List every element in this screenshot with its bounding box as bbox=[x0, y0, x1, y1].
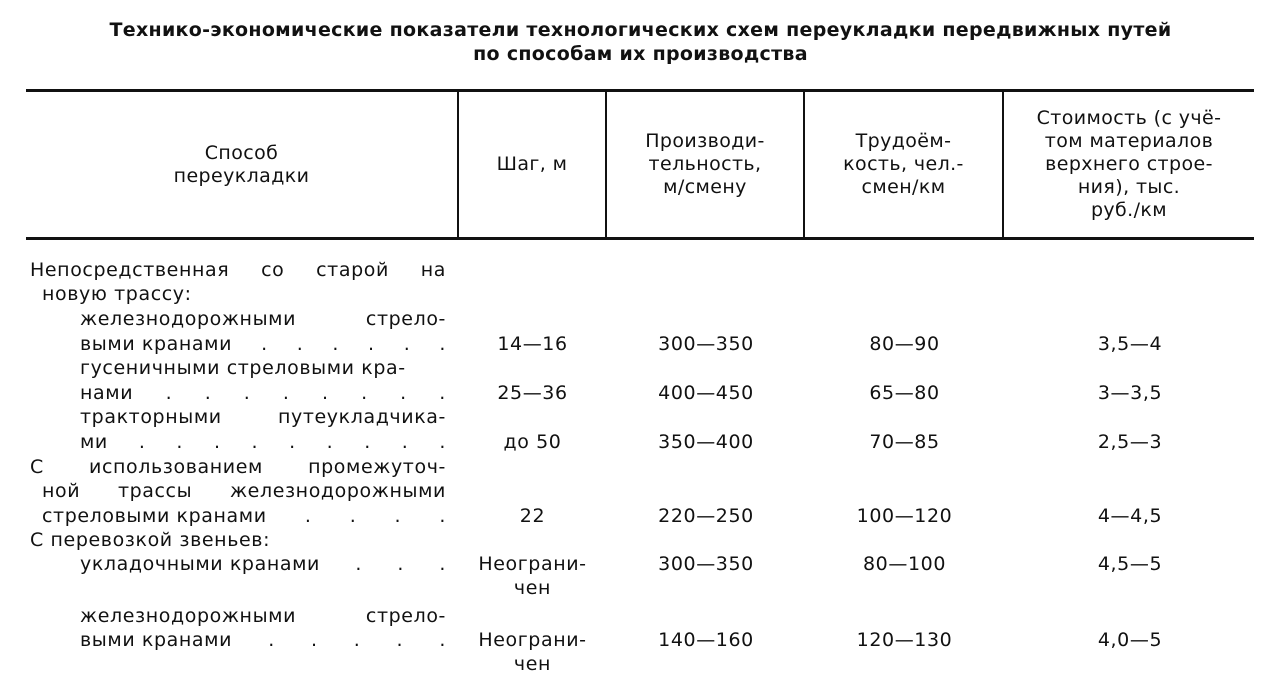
row-2-step: 25—36 bbox=[497, 382, 568, 404]
leader-dot: . bbox=[439, 505, 446, 527]
header-method bbox=[26, 92, 457, 237]
leader-dot: . bbox=[251, 431, 259, 453]
row-3-label-line-1 bbox=[80, 405, 446, 429]
row-1-cost: 3,5—4 bbox=[1097, 333, 1163, 355]
row-6-label-line-1 bbox=[80, 604, 446, 628]
header-productivity-line: м/смену bbox=[663, 176, 747, 198]
header-cost bbox=[1004, 92, 1254, 237]
header-labor bbox=[805, 92, 1002, 237]
row-4-productivity: 220—250 bbox=[658, 505, 754, 527]
leader-dot: . bbox=[176, 431, 184, 453]
header-labor-line: смен/км bbox=[861, 176, 946, 198]
leader-dot: . bbox=[261, 333, 268, 355]
leader-dot: . bbox=[394, 505, 402, 527]
word: стрело- bbox=[365, 308, 446, 330]
leader-dot: . bbox=[439, 382, 446, 404]
leader-dot: . bbox=[355, 553, 362, 575]
word: использованием bbox=[89, 456, 263, 478]
row-1-labor: 80—90 bbox=[869, 333, 940, 355]
leader-dot: . bbox=[289, 431, 296, 453]
table-title-line-1: Технико-экономические показатели технологических схем переукладки передвижных путей bbox=[109, 19, 1172, 41]
row-3-label-line-2 bbox=[80, 430, 446, 454]
word: железнодорожными bbox=[229, 480, 446, 502]
row-label-text: укладочными кранами bbox=[80, 553, 320, 575]
leader-dot: . bbox=[361, 382, 368, 404]
table-title bbox=[0, 18, 1281, 66]
row-5-productivity: 300—350 bbox=[658, 553, 754, 575]
leader-dot: . bbox=[332, 333, 340, 355]
leader-dot: . bbox=[165, 382, 173, 404]
group-transport-line-1: С перевозкой звеньев: bbox=[30, 529, 271, 551]
row-2-label-line-2 bbox=[80, 381, 446, 405]
row-6-label-line-2 bbox=[80, 628, 446, 652]
word: трассы bbox=[117, 480, 193, 502]
header-cost-line: том материалов bbox=[1044, 130, 1214, 152]
leader-dot: . bbox=[138, 431, 146, 453]
word: ной bbox=[42, 480, 81, 502]
row-label-text: выми кранами bbox=[80, 629, 233, 651]
row-4-labor: 100—120 bbox=[856, 505, 953, 527]
leader-dot: . bbox=[439, 333, 446, 355]
leader-dot: . bbox=[326, 431, 334, 453]
word: Непосредственная bbox=[30, 259, 230, 281]
row-label-text: выми кранами bbox=[80, 333, 233, 355]
row-2-cost: 3—3,5 bbox=[1097, 382, 1163, 404]
leader-dot: . bbox=[403, 333, 411, 355]
group-intermediate-line-2 bbox=[42, 479, 446, 503]
row-1-step: 14—16 bbox=[497, 333, 568, 355]
word: железнодорожными bbox=[80, 308, 297, 330]
header-cost-line: Стоимость (с учё- bbox=[1036, 107, 1222, 129]
group-direct-line-1 bbox=[30, 258, 446, 282]
leader-dot: . bbox=[439, 629, 446, 651]
row-5-step bbox=[460, 552, 605, 600]
row-4-cost: 4—4,5 bbox=[1097, 505, 1163, 527]
row-6-cost: 4,0—5 bbox=[1097, 629, 1163, 651]
row-1-label-line-2 bbox=[80, 332, 446, 356]
leader-dot: . bbox=[243, 382, 251, 404]
header-productivity-line: Производи- bbox=[645, 130, 765, 152]
row-6-labor: 120—130 bbox=[856, 629, 953, 651]
header-method-line: переукладки bbox=[173, 164, 310, 187]
row-2-label-line-1: гусеничными стреловыми кра- bbox=[80, 357, 406, 379]
row-6-step-line-1: Неограни- bbox=[478, 629, 587, 651]
word: на bbox=[420, 259, 446, 281]
word: старой bbox=[316, 259, 389, 281]
row-5-step-line-1: Неограни- bbox=[478, 553, 587, 575]
header-step bbox=[459, 92, 605, 237]
leader-dot: . bbox=[353, 629, 361, 651]
leader-dot: . bbox=[368, 333, 375, 355]
leader-dot: . bbox=[364, 431, 371, 453]
leader-dot: . bbox=[397, 553, 404, 575]
row-6-step-line-2: чен bbox=[513, 653, 552, 675]
leader-dot: . bbox=[349, 505, 357, 527]
row-5-cost: 4,5—5 bbox=[1097, 553, 1163, 575]
row-3-step: до 50 bbox=[503, 431, 562, 453]
leader-dot: . bbox=[321, 382, 329, 404]
leader-dot: . bbox=[401, 431, 409, 453]
row-3-labor: 70—85 bbox=[869, 431, 940, 453]
row-5-step-line-2: чен bbox=[513, 577, 552, 599]
group-direct-line-2: новую трассу: bbox=[42, 283, 192, 305]
word: промежуточ- bbox=[308, 456, 446, 478]
row-6-step bbox=[460, 628, 605, 676]
row-label-text: нами bbox=[80, 382, 134, 404]
word: путеукладчика- bbox=[277, 406, 446, 428]
word: тракторными bbox=[80, 406, 222, 428]
header-bottom-rule bbox=[26, 237, 1254, 240]
header-labor-line: Трудоём- bbox=[855, 130, 952, 152]
leader-dot: . bbox=[282, 382, 290, 404]
row-label-text: стреловыми кранами bbox=[42, 505, 267, 527]
header-method-line: Способ bbox=[204, 141, 279, 164]
row-3-cost: 2,5—3 bbox=[1097, 431, 1163, 453]
header-cost-line: верхнего строе- bbox=[1045, 153, 1213, 175]
row-1-productivity: 300—350 bbox=[658, 333, 754, 355]
word: стрело- bbox=[365, 605, 446, 627]
table-title-line-2: по способам их производства bbox=[473, 43, 808, 65]
leader-dot: . bbox=[400, 382, 407, 404]
row-4-label-line-1 bbox=[42, 504, 446, 528]
header-cost-line: руб./км bbox=[1090, 199, 1168, 221]
row-3-productivity: 350—400 bbox=[658, 431, 754, 453]
group-intermediate-line-1 bbox=[30, 455, 446, 479]
leader-dot: . bbox=[439, 553, 446, 575]
header-productivity-line: тельность, bbox=[648, 153, 762, 175]
row-4-step: 22 bbox=[519, 505, 546, 527]
word: железнодорожными bbox=[80, 605, 297, 627]
row-5-labor: 80—100 bbox=[862, 553, 947, 575]
leader-dot: . bbox=[268, 629, 275, 651]
leader-dot: . bbox=[296, 333, 304, 355]
word: С bbox=[30, 456, 44, 478]
row-label-text: ми bbox=[80, 431, 108, 453]
header-labor-line: кость, чел.- bbox=[843, 153, 964, 175]
row-5-label-line-1 bbox=[80, 552, 446, 576]
row-1-label-line-1 bbox=[80, 307, 446, 331]
leader-dot: . bbox=[304, 505, 312, 527]
leader-dot: . bbox=[439, 431, 446, 453]
row-2-productivity: 400—450 bbox=[658, 382, 754, 404]
word: со bbox=[261, 259, 285, 281]
row-6-productivity: 140—160 bbox=[658, 629, 754, 651]
leader-dot: . bbox=[396, 629, 404, 651]
header-cost-line: ния), тыс. bbox=[1077, 176, 1181, 198]
row-2-labor: 65—80 bbox=[869, 382, 940, 404]
leader-dot: . bbox=[204, 382, 212, 404]
header-productivity bbox=[607, 92, 803, 237]
header-step-line: Шаг, м bbox=[496, 153, 568, 175]
leader-dot: . bbox=[213, 431, 221, 453]
leader-dot: . bbox=[310, 629, 318, 651]
